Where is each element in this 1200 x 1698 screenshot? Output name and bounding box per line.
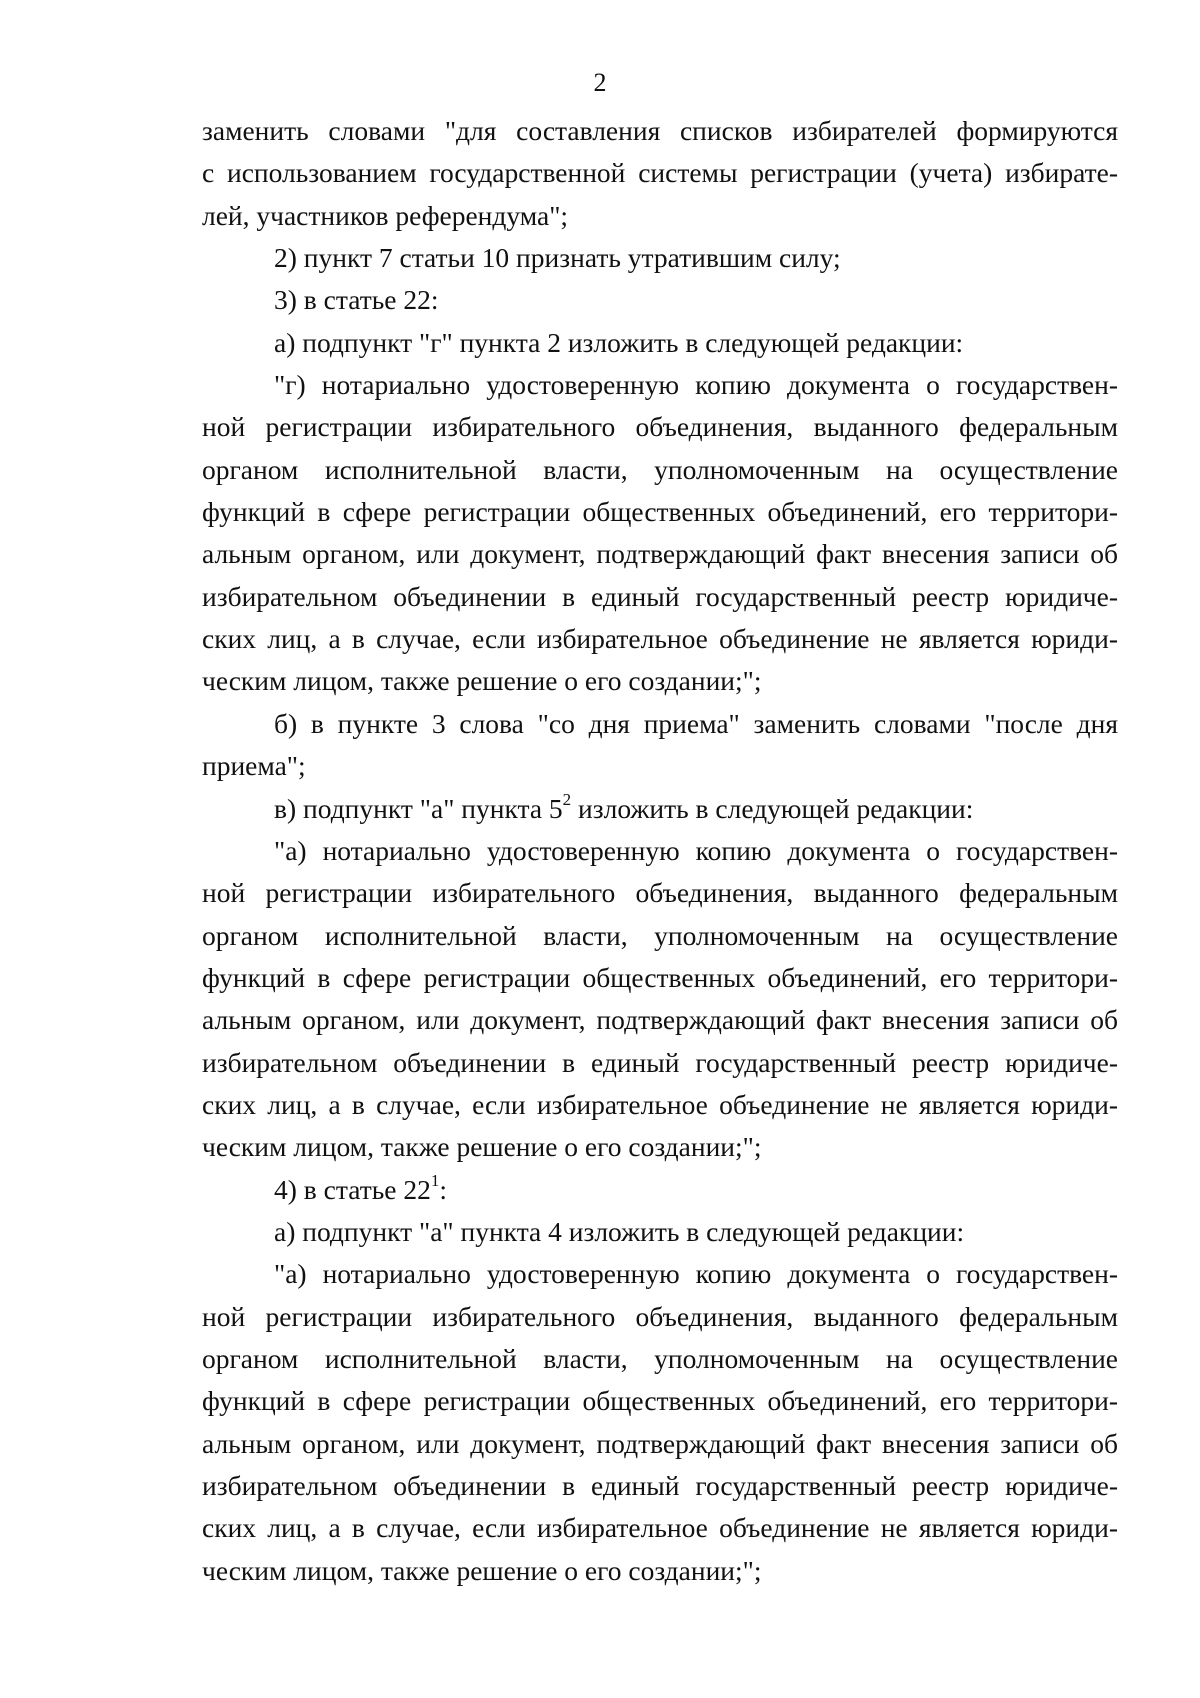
line-text: приема"; [202,750,306,782]
superscript: 2 [562,790,572,810]
text-line [202,195,1118,237]
text-line [202,618,1118,660]
line-text: альным органом, или документ, подтверждающий факт внесения записи об [202,1004,1118,1036]
line-text: ческим лицом, также решение о его создании;"; [202,1131,762,1163]
text-line [202,1465,1118,1507]
line-text-continued: изложить в следующей редакции: [571,792,974,824]
line-text: в) подпункт "а" пункта 5 [274,792,563,824]
line-text: органом исполнительной власти, уполномоченным на осуществление [202,1342,1118,1374]
text-line [202,364,1118,406]
text-line [202,1507,1118,1549]
text-line [202,999,1118,1041]
line-text: 2) пункт 7 статьи 10 признать утратившим силу; [274,242,841,274]
line-text: с использованием государственной системы регистрации (учета) избирате- [202,157,1118,189]
line-text: "г) нотариально удостоверенную копию документа о государствен- [274,369,1118,401]
document-body [202,110,1118,1592]
line-text: лей, участников референдума"; [202,199,569,231]
text-line [202,1169,1118,1211]
line-text-continued: : [439,1173,447,1205]
text-line [202,1211,1118,1253]
line-text: ских лиц, а в случае, если избирательное объединение не является юриди- [202,1088,1118,1120]
text-line [202,1296,1118,1338]
line-text: ной регистрации избирательного объединения, выданного федеральным [202,877,1118,909]
line-text: ной регистрации избирательного объединения, выданного федеральным [202,411,1118,443]
text-line [202,1126,1118,1168]
line-text: ческим лицом, также решение о его создании;"; [202,665,762,697]
text-line [202,957,1118,999]
line-text: функций в сфере регистрации общественных объединений, его территори- [202,496,1118,528]
text-line [202,322,1118,364]
text-line [202,491,1118,533]
text-line [202,1423,1118,1465]
superscript: 1 [430,1171,440,1191]
line-text: 3) в статье 22: [274,284,439,316]
line-text: альным органом, или документ, подтверждающий факт внесения записи об [202,1427,1118,1459]
line-text: избирательном объединении в единый государственный реестр юридиче- [202,580,1118,612]
text-line [202,152,1118,194]
text-line [202,576,1118,618]
line-text: "а) нотариально удостоверенную копию документа о государствен- [274,1258,1118,1290]
line-text: ских лиц, а в случае, если избирательное объединение не является юриди- [202,623,1118,655]
text-line [202,406,1118,448]
line-text: ских лиц, а в случае, если избирательное объединение не является юриди- [202,1512,1118,1544]
line-text: а) подпункт "г" пункта 2 изложить в следующей редакции: [274,326,964,358]
line-text: заменить словами "для составления списков избирателей формируются [202,115,1118,146]
text-line [202,1380,1118,1422]
line-text: органом исполнительной власти, уполномоченным на осуществление [202,453,1118,485]
text-line [202,279,1118,321]
text-line [202,830,1118,872]
text-line [202,788,1118,830]
line-text: ческим лицом, также решение о его создании;"; [202,1554,762,1586]
text-line [202,110,1118,152]
line-text: функций в сфере регистрации общественных объединений, его территори- [202,961,1118,993]
line-text: "а) нотариально удостоверенную копию документа о государствен- [274,834,1118,866]
text-line [202,703,1118,745]
line-text: избирательном объединении в единый государственный реестр юридиче- [202,1046,1118,1078]
text-line [202,872,1118,914]
text-line [202,660,1118,702]
text-line [202,1550,1118,1592]
text-line [202,1253,1118,1295]
line-text: органом исполнительной власти, уполномоченным на осуществление [202,919,1118,951]
text-line [202,745,1118,787]
page-number: 2 [593,68,607,97]
line-text: ной регистрации избирательного объединения, выданного федеральным [202,1300,1118,1332]
line-text: функций в сфере регистрации общественных объединений, его территори- [202,1385,1118,1417]
line-text: б) в пункте 3 слова "со дня приема" заменить словами "после дня [274,707,1118,739]
text-line [202,449,1118,491]
text-line [202,915,1118,957]
line-text: 4) в статье 22 [274,1173,431,1205]
text-line [202,1338,1118,1380]
text-line [202,533,1118,575]
text-line [202,1084,1118,1126]
line-text: а) подпункт "а" пункта 4 изложить в следующей редакции: [274,1215,965,1247]
line-text: избирательном объединении в единый государственный реестр юридиче- [202,1470,1118,1501]
text-line [202,1042,1118,1084]
text-line [202,237,1118,279]
line-text: альным органом, или документ, подтверждающий факт внесения записи об [202,538,1118,570]
